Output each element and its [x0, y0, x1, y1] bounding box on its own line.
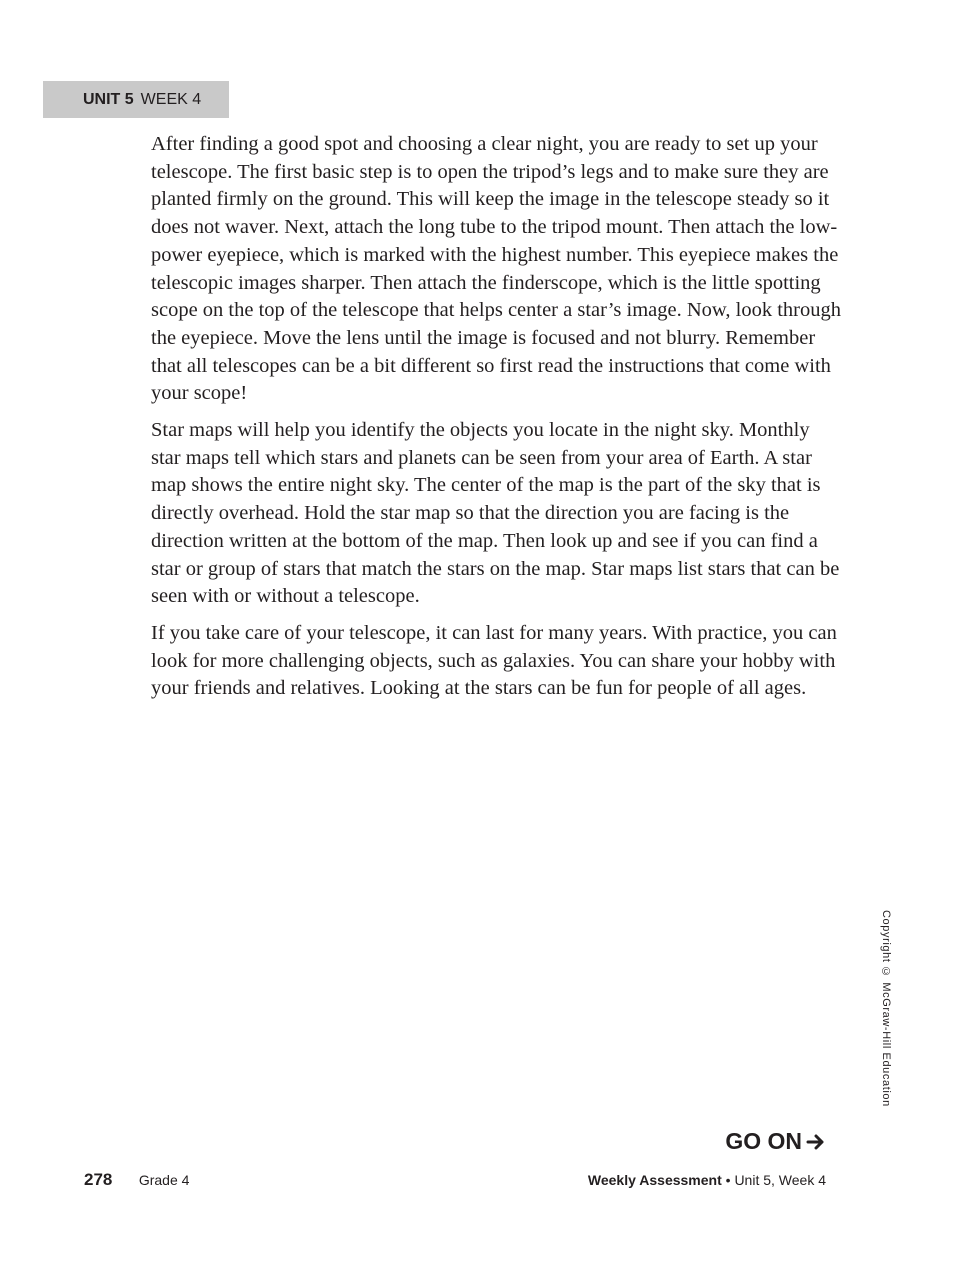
unit-label: UNIT 5 [83, 90, 134, 108]
assessment-title: Weekly Assessment [587, 1172, 722, 1188]
page-number: 278 [84, 1170, 113, 1189]
article-body [151, 131, 841, 712]
paragraph-2: Star maps will help you identify the objects you locate in the night sky. Monthly star maps tell which stars and planets can be seen from your area of Earth. A star map shows the entire night sky. The center of the map is the part of the sky that is directly overhead. Hold the star map so that the direction you are facing is the direction written at the bottom of the map. Then look up and see if you can find a star or group of stars that match the stars on the map. Star maps list stars that can be seen with or without a telescope. [151, 419, 840, 608]
footer-separator: • [725, 1172, 731, 1188]
arrow-right-icon [806, 1133, 826, 1151]
footer-right [588, 1172, 826, 1188]
week-label: WEEK 4 [140, 90, 202, 108]
copyright-notice: Copyright © McGraw-Hill Education [880, 910, 892, 1107]
paragraph-3: If you take care of your telescope, it can last for many years. With practice, you can look for more challenging objects, such as galaxies. You can share your hobby with your friends and relatives. Looking at the stars can be fun for people of all ages. [151, 621, 837, 700]
unit-week-tab [43, 81, 229, 118]
go-on-indicator [725, 1128, 826, 1155]
footer-unit-week: Unit 5, Week 4 [734, 1172, 826, 1188]
paragraph-1: After finding a good spot and choosing a clear night, you are ready to set up your telescope. The first basic step is to open the tripod’s legs and to make sure they are planted firmly on the ground. This will keep the image in the telescope steady so it does not waver. Next, attach the long tube to the tripod mount. Then attach the low-power eyepiece, which is marked with the highest number. This eyepiece makes the telescopic images sharper. Then attach the finderscope, which is the little spotting scope on the top of the telescope that helps center a star’s image. Now, look through the eyepiece. Move the lens until the image is focused and not blurry. Remember that all telescopes can be a bit different so first read the instructions that come with your scope! [151, 133, 841, 405]
footer-left [84, 1170, 189, 1190]
go-on-label: GO ON [725, 1128, 802, 1154]
grade-label: Grade 4 [138, 1172, 190, 1188]
